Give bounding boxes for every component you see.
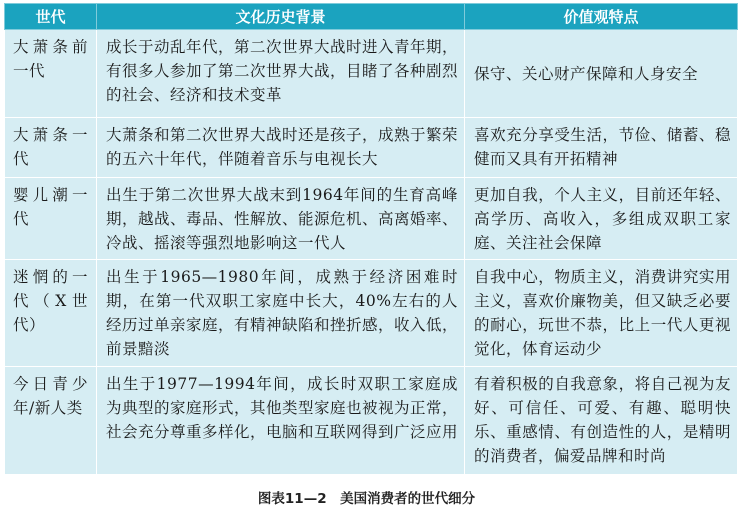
table-caption: 图表11—2 美国消费者的世代细分 — [257, 491, 476, 507]
cell-background: 出生于1965—1980年间，成熟于经济困难时期，在第一代双职工家庭中长大，40%左右的人经历过单亲家庭，有精神缺陷和挫折感，收入低，前景黯淡 — [97, 260, 465, 367]
cell-generation: 大萧条一代 — [5, 118, 97, 178]
cell-values: 有着积极的自我意象，将自己视为友好、可信任、可爱、有趣、聪明快乐、重感情、有创造性的人，是精明的消费者，偏爱品牌和时尚 — [465, 367, 738, 475]
cell-background: 成长于动乱年代，第二次世界大战时进入青年期，有很多人参加了第二次世界大战，目睹了各种剧烈的社会、经济和技术变革 — [97, 30, 465, 118]
header-values: 价值观特点 — [465, 4, 738, 30]
header-background: 文化历史背景 — [97, 4, 465, 30]
cell-values: 更加自我，个人主义，目前还年轻、高学历、高收入，多组成双职工家庭、关注社会保障 — [465, 178, 738, 260]
table-row — [5, 260, 738, 367]
header-generation: 世代 — [5, 4, 97, 30]
cell-values: 喜欢充分享受生活，节俭、储蓄、稳健而又具有开拓精神 — [465, 118, 738, 178]
cell-generation: 迷惘的一代（X世代） — [5, 260, 97, 367]
cell-generation: 大萧条前一代 — [5, 30, 97, 118]
cell-background: 出生于1977—1994年间，成长时双职工家庭成为典型的家庭形式，其他类型家庭也被视为正常，社会充分尊重多样化，电脑和互联网得到广泛应用 — [97, 367, 465, 475]
table-row — [5, 367, 738, 475]
table-row — [5, 118, 738, 178]
cell-values: 保守、关心财产保障和人身安全 — [465, 30, 738, 118]
cell-background: 大萧条和第二次世界大战时还是孩子，成熟于繁荣的五六十年代，伴随着音乐与电视长大 — [97, 118, 465, 178]
cell-values: 自我中心，物质主义，消费讲究实用主义，喜欢价廉物美，但又缺乏必要的耐心，玩世不恭，比上一代人更视觉化，体育运动少 — [465, 260, 738, 367]
generation-table — [4, 3, 738, 475]
cell-generation: 婴儿潮一代 — [5, 178, 97, 260]
table-row — [5, 30, 738, 118]
cell-background: 出生于第二次世界大战末到1964年间的生育高峰期，越战、毒品、性解放、能源危机、高离婚率、冷战、摇滚等强烈地影响这一代人 — [97, 178, 465, 260]
table-row — [5, 178, 738, 260]
table-header-row — [5, 4, 738, 30]
generation-table-container — [4, 3, 737, 475]
cell-generation: 今日青少年/新人类 — [5, 367, 97, 475]
